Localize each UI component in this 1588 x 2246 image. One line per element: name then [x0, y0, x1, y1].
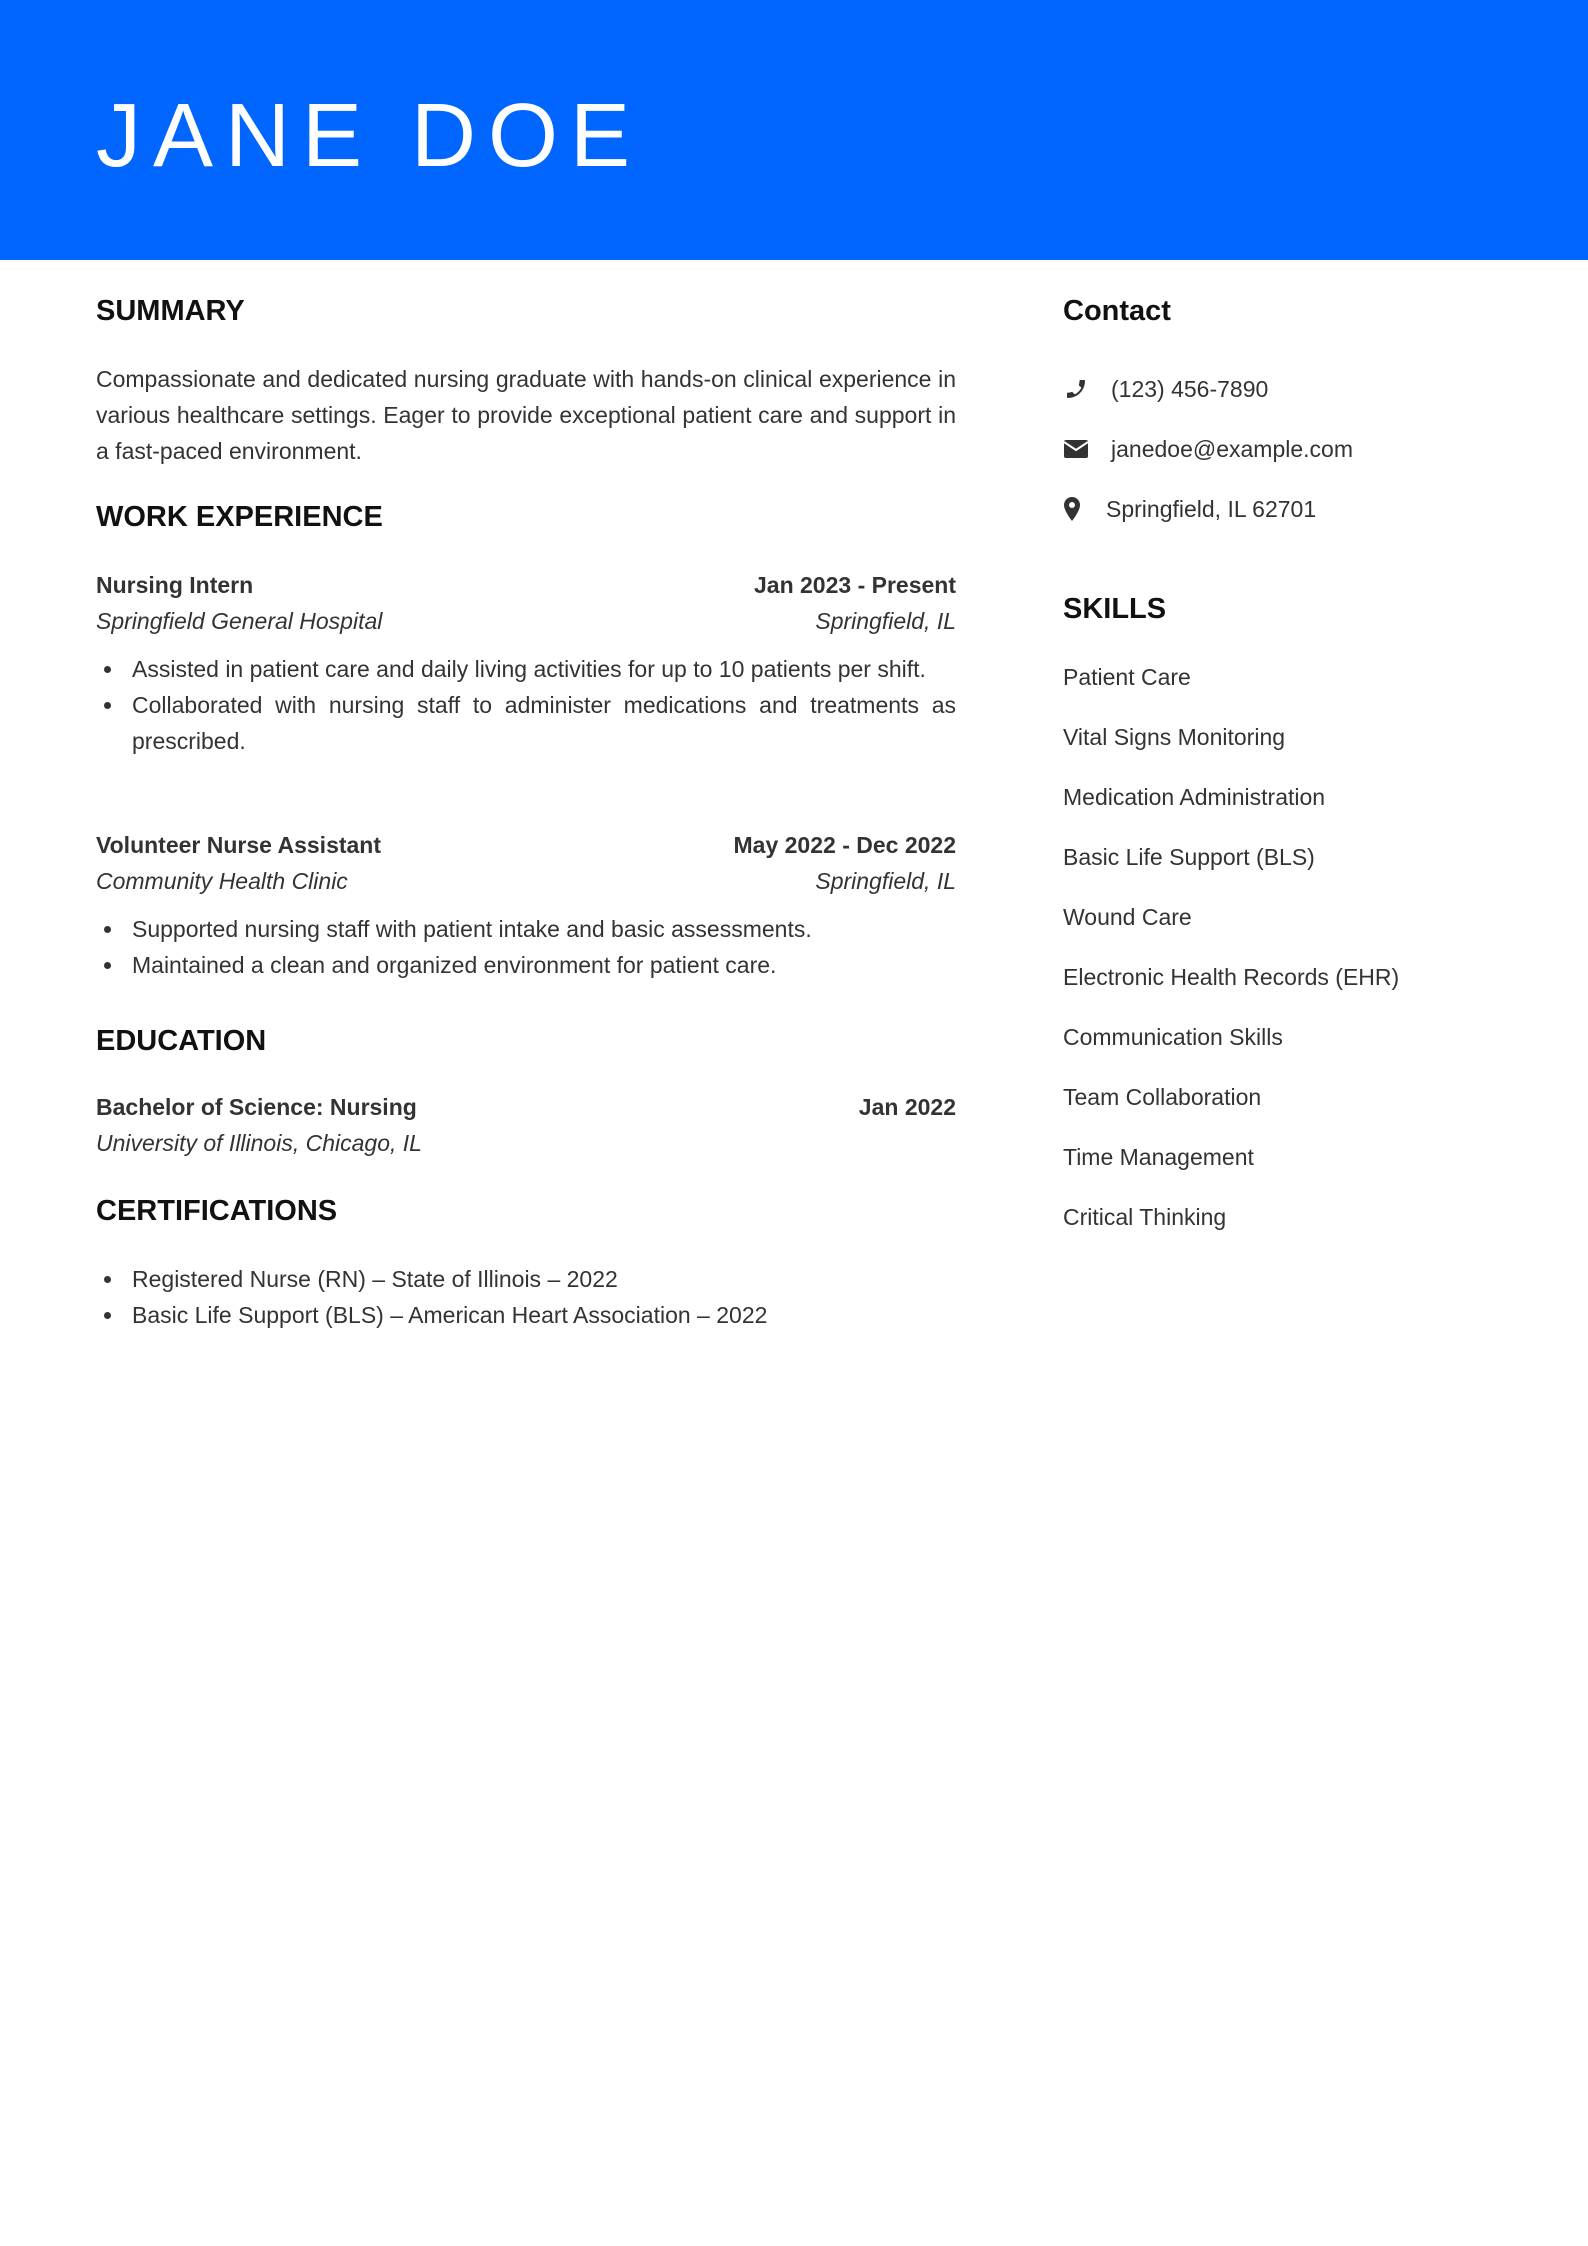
skill-item: Critical Thinking [1063, 1204, 1227, 1230]
job-header [96, 827, 956, 863]
list-item: Maintained a clean and organized environment for patient care. [96, 947, 956, 983]
job-organization: Springfield General Hospital [96, 608, 383, 634]
phone-text[interactable]: (123) 456-7890 [1111, 375, 1269, 402]
location-text: Springfield, IL 62701 [1106, 495, 1317, 522]
list-item: Assisted in patient care and daily living activities for up to 10 patients per shift. [96, 651, 956, 687]
job-header [96, 567, 956, 603]
skill-item: Basic Life Support (BLS) [1063, 844, 1315, 870]
education-subheader [96, 1125, 956, 1161]
summary-title: SUMMARY [96, 295, 245, 327]
education-degree: Bachelor of Science: Nursing [96, 1094, 417, 1120]
list-item: Supported nursing staff with patient intake and basic assessments. [96, 911, 956, 947]
skill-item: Communication Skills [1063, 1024, 1283, 1050]
list-item: Basic Life Support (BLS) – American Heart Association – 2022 [96, 1297, 956, 1333]
phone-icon [1063, 376, 1089, 402]
work-experience-title: WORK EXPERIENCE [96, 501, 383, 533]
skill-item: Wound Care [1063, 904, 1192, 930]
job-role: Volunteer Nurse Assistant [96, 832, 382, 858]
candidate-name: JANE DOE [96, 86, 643, 186]
map-pin-icon [1063, 496, 1081, 522]
skill-item: Time Management [1063, 1144, 1254, 1170]
job-organization: Community Health Clinic [96, 868, 348, 894]
education-date: Jan 2022 [858, 1094, 956, 1120]
job-bullets [96, 911, 956, 983]
job-location: Springfield, IL [815, 608, 956, 634]
contact-phone [1063, 371, 1268, 407]
job-dates: May 2022 - Dec 2022 [733, 832, 956, 858]
job-dates: Jan 2023 - Present [753, 572, 956, 598]
email-text[interactable]: janedoe@example.com [1111, 435, 1353, 462]
education-school: University of Illinois, Chicago, IL [96, 1130, 422, 1156]
summary-text: Compassionate and dedicated nursing graduate with hands-on clinical experience in various healthcare settings. Eager to provide exceptional patient care and support in a fast-paced environment. [96, 366, 956, 464]
skill-item: Electronic Health Records (EHR) [1063, 964, 1400, 990]
education-title: EDUCATION [96, 1025, 267, 1057]
job-role: Nursing Intern [96, 572, 254, 598]
contact-email [1063, 431, 1353, 467]
skill-item: Medication Administration [1063, 784, 1326, 810]
certifications-title: CERTIFICATIONS [96, 1195, 338, 1227]
skill-item: Team Collaboration [1063, 1084, 1262, 1110]
job-bullets [96, 651, 956, 759]
job-subheader [96, 603, 956, 639]
contact-title: Contact [1063, 295, 1171, 327]
skills-title: SKILLS [1063, 593, 1167, 625]
contact-location [1063, 491, 1316, 527]
skill-item: Patient Care [1063, 664, 1191, 690]
envelope-icon [1063, 436, 1089, 462]
list-item: Registered Nurse (RN) – State of Illinois – 2022 [96, 1261, 956, 1297]
header-banner [0, 0, 1588, 260]
skill-item: Vital Signs Monitoring [1063, 724, 1286, 750]
list-item: Collaborated with nursing staff to administer medications and treatments as prescribed. [96, 687, 956, 759]
job-subheader [96, 863, 956, 899]
certifications-list [96, 1261, 956, 1333]
education-header [96, 1089, 956, 1125]
job-location: Springfield, IL [815, 868, 956, 894]
